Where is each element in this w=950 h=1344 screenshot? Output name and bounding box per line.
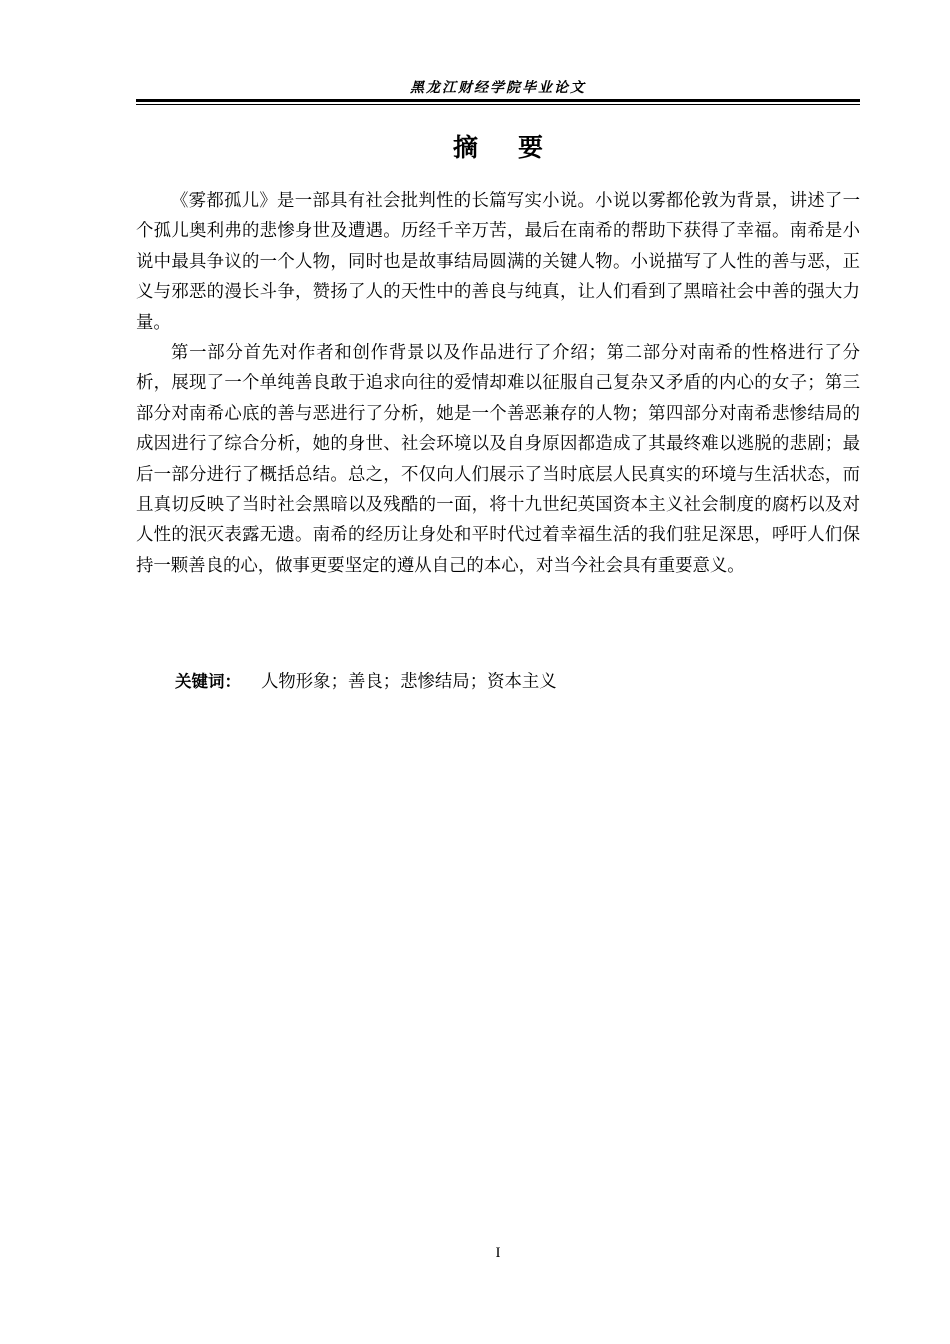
header-rule-thick [136,99,860,102]
abstract-body [136,186,860,581]
keywords-list: 人物形象；善良；悲惨结局；资本主义 [261,672,557,692]
abstract-title: 摘要 [452,133,583,162]
abstract-paragraph-2: 第一部分首先对作者和创作背景以及作品进行了介绍；第二部分对南希的性格进行了分析，展现了一个单纯善良敢于追求向往的爱情却难以征服自己复杂又矛盾的内心的女子；第三部分对南希心底的善与恶进行了分析，她是一个善恶兼存的人物；第四部分对南希悲惨结局的成因进行了综合分析，她的身世、社会环境以及自身原因都造成了其最终难以逃脱的悲剧；最后一部分进行了概括总结。总之，不仅向人们展示了当时底层人民真实的环境与生活状态，而且真切反映了当时社会黑暗以及残酷的一面，将十九世纪英国资本主义社会制度的腐朽以及对人性的泯灭表露无遗。南希的经历让身处和平时代过着幸福生活的我们驻足深思，呼吁人们保持一颗善良的心，做事更要坚定的遵从自己的本心，对当今社会具有重要意义。 [136,343,860,576]
keywords-label: 关键词： [175,672,241,691]
keywords-line [136,667,860,697]
abstract-paragraph-1: 《雾都孤儿》是一部具有社会批判性的长篇写实小说。小说以雾都伦敦为背景，讲述了一个孤儿奥利弗的悲惨身世及遭遇。历经千辛万苦，最后在南希的帮助下获得了幸福。南希是小说中最具争议的一个人物，同时也是故事结局圆满的关键人物。小说描写了人性的善与恶，正义与邪恶的漫长斗争，赞扬了人的天性中的善良与纯真，让人们看到了黑暗社会中善的强大力量。 [136,191,860,333]
running-header: 黑龙江财经学院毕业论文 [410,80,586,96]
header-rule-thin [136,104,860,105]
page-number: I [495,1245,501,1261]
